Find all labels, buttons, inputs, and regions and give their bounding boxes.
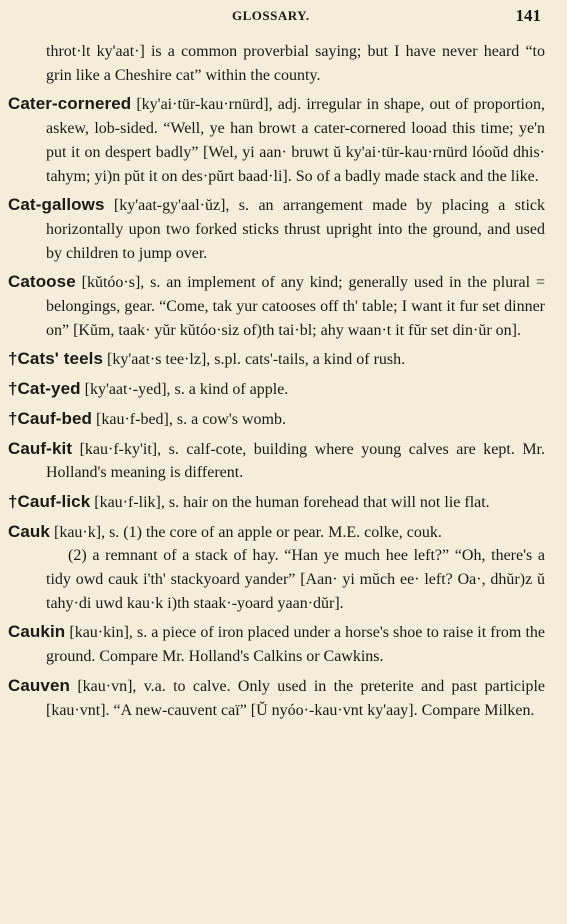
glossary-entry <box>8 377 545 402</box>
glossary-entry <box>8 92 545 188</box>
entry-text: [ky'aat·s tee·lz], s.pl. cats'-tails, a kind of rush. <box>103 351 406 369</box>
glossary-entry <box>8 347 545 372</box>
glossary-entry <box>8 270 545 342</box>
glossary-body <box>8 40 545 727</box>
glossary-entry <box>8 520 545 545</box>
entry-headword: Catoose <box>8 272 76 292</box>
entry-text: [kau·vn], v.a. to calve. Only used in the preterite and past participle [kau·vnt]. “A new-cauvent caï” [Ŭ nyóo·-kau·vnt ky'aay]. Compare Milken. <box>46 677 545 719</box>
entry-text: [kau·k], s. (1) the core of an apple or pear. M.E. colke, couk. <box>49 523 442 541</box>
entry-headword: Caukin <box>8 622 66 642</box>
glossary-entry <box>8 674 545 722</box>
glossary-entry <box>8 407 545 432</box>
running-title: GLOSSARY. <box>232 8 310 23</box>
glossary-entry-continuation: throt·lt ky'aat·] is a common proverbial saying; but I have never heard “to grin like a Cheshire cat” within the county. <box>46 43 545 84</box>
entry-text: [kŭtóo·s], s. an implement of any kind; generally used in the plural = belongings, gear. “Come, tak yur catooses off th' table; I want it fur set dinner on” [Kŭm, taak· yŭr kŭtóo·siz of)th tai·bl; ahy waan·t it fŭr set din·ŭr on]. <box>46 274 545 339</box>
glossary-subentry <box>8 544 545 615</box>
entry-text: [ky'aat-gy'aal·ŭz], s. an arrangement made by placing a stick horizontally upon two forked sticks thrust upright into the ground, and used by children to jump over. <box>46 197 545 262</box>
entry-headword: Cauk <box>8 521 50 541</box>
entry-headword: Cauf-kit <box>8 438 73 458</box>
entry-headword: Cauven <box>8 675 71 695</box>
page-number: 141 <box>515 6 541 25</box>
glossary-entry <box>8 620 545 668</box>
entry-text: [kau·f-ky'it], s. calf-cote, building where young calves are kept. Mr. Holland's meaning is different. <box>46 440 545 482</box>
running-header <box>0 6 567 28</box>
glossary-entry <box>8 193 545 265</box>
entry-headword: Cat-gallows <box>8 195 105 215</box>
entry-text: [kau·f-bed], s. a cow's womb. <box>92 410 286 428</box>
entry-headword: †Cats' teels <box>8 349 104 369</box>
glossary-entry <box>8 490 545 515</box>
entry-text: [kau·kin], s. a piece of iron placed under a horse's shoe to raise it from the ground. Compare Mr. Holland's Calkins or Cawkins. <box>46 624 545 666</box>
glossary-entry <box>8 437 545 485</box>
entry-headword: †Cat-yed <box>8 379 81 399</box>
entry-headword: †Cauf-bed <box>8 408 93 428</box>
entry-text: [kau·f-lik], s. hair on the human forehead that will not lie flat. <box>90 493 490 511</box>
entry-text: (2) a remnant of a stack of hay. “Han ye much hee left?” “Oh, there's a tidy owd cauk i'th' stackyoard yander” [Aan· yi mŭch ee· left? Oa·, dhŭr)z ŭ tahy·di uwd kau·k i)th staak·-yoard yaan·dŭr]. <box>46 547 545 612</box>
entry-headword: Cater-cornered <box>8 94 132 114</box>
entry-text: [ky'ai·tür-kau·rnürd], adj. irregular in shape, out of proportion, askew, lob-sided. “Well, ye han browt a cater-cornered looad this time; ye'n put it on despert badly” [Wel, yi aan· bruwt ŭ ky'ai·tür-kau·rnürd lóoŭd dhis· tahym; yi)n pŭt it on des·pŭrt baad·li]. So of a badly made stack and the like. <box>46 96 545 185</box>
entry-text: [ky'aat·-yed], s. a kind of apple. <box>80 381 289 399</box>
entry-headword: †Cauf-lick <box>8 491 91 511</box>
